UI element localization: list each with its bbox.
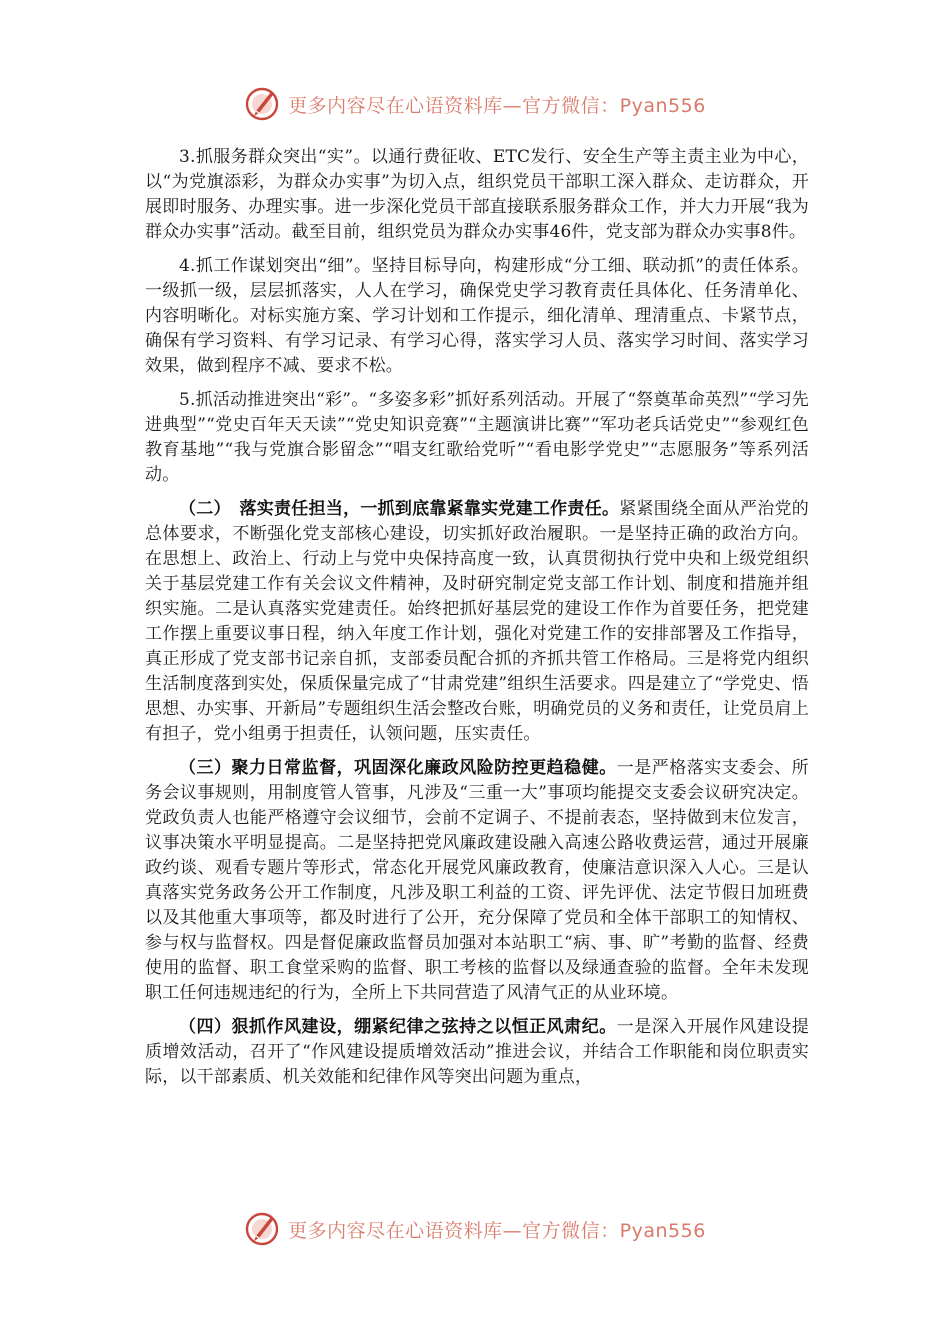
quill-pen-icon <box>244 1211 280 1247</box>
watermark-text: 更多内容尽在心语资料库—官方微信：Pyan556 <box>288 1219 706 1242</box>
paragraph-activities <box>145 388 809 488</box>
paragraph-text: 一是深入开展作风建设提质增效活动，召开了“作风建设提质增效活动”推进会议，并结合工作职能和岗位职责实际，以干部素质、机关效能和纪律作风等突出问题为重点， <box>145 1017 810 1087</box>
paragraph-section-2 <box>145 497 809 747</box>
section-heading: （三）聚力日常监督，巩固深化廉政风险防控更趋稳健。 <box>179 758 617 778</box>
paragraph-text: 紧紧围绕全面从严治党的总体要求，不断强化党支部核心建设，切实抓好政治履职。一是坚持正确的政治方向。在思想上、政治上、行动上与党中央保持高度一致，认真贯彻执行党中央和上级党组织关于基层党建工作有关会议文件精神，及时研究制定党支部工作计划、制度和措施并组织实施。二是认真落实党建责任。始终把抓好基层党的建设工作作为首要任务，把党建工作摆上重要议事日程，纳入年度工作计划，强化对党建工作的安排部署及工作指导，真正形成了党支部书记亲自抓，支部委员配合抓的齐抓共管工作格局。三是将党内组织生活制度落到实处，保质保量完成了“甘肃党建”组织生活要求。四是建立了“学党史、悟思想、办实事、开新局”专题组织生活会整改台账，明确党员的义务和责任，让党员肩上有担子，党小组勇于担责任，认领问题，压实责任。 <box>145 499 810 744</box>
section-heading: （四）狠抓作风建设，绷紧纪律之弦持之以恒正风肃纪。 <box>179 1017 617 1037</box>
section-heading: （二） 落实责任担当，一抓到底靠紧靠实党建工作责任。 <box>179 499 620 519</box>
quill-pen-icon <box>244 86 280 122</box>
paragraph-section-4 <box>145 1015 809 1090</box>
watermark-text: 更多内容尽在心语资料库—官方微信：Pyan556 <box>288 94 706 117</box>
paragraph-text: 一是严格落实支委会、所务会议事规则，用制度管人管事，凡涉及“三重一大”事项均能提交支委会议研究决定。党政负责人也能严格遵守会议细节，会前不定调子、不提前表态，坚持做到末位发言，议事决策水平明显提高。二是坚持把党风廉政建设融入高速公路收费运营，通过开展廉政约谈、观看专题片等形式，常态化开展党风廉政教育，使廉洁意识深入人心。三是认真落实党务政务公开工作制度，凡涉及职工利益的工资、评先评优、法定节假日加班费以及其他重大事项等，都及时进行了公开，充分保障了党员和全体干部职工的知情权、参与权与监督权。四是督促廉政监督员加强对本站职工“病、事、旷”考勤的监督、经费使用的监督、职工食堂采购的监督、职工考核的监督以及绿通查验的监督。全年未发现职工任何违规违纪的行为，全所上下共同营造了风清气正的从业环境。 <box>145 758 810 1003</box>
footer-watermark-banner <box>0 1207 950 1251</box>
paragraph-text: 5.抓活动推进突出“彩”。“多姿多彩”抓好系列活动。开展了“祭奠革命英烈”“学习先进典型”“党史百年天天读”“党史知识竞赛”“主题演讲比赛”“军功老兵话党史”“参观红色教育基地”“我与党旗合影留念”“唱支红歌给党听”“看电影学党史”“志愿服务”等系列活动。 <box>145 390 809 485</box>
header-watermark-banner <box>0 82 950 126</box>
paragraph-work-planning <box>145 254 809 379</box>
paragraph-serve-masses <box>145 145 809 245</box>
document-body <box>145 145 809 1099</box>
paragraph-text: 4.抓工作谋划突出“细”。坚持目标导向，构建形成“分工细、联动抓”的责任体系。一级抓一级，层层抓落实，人人在学习，确保党史学习教育责任具体化、任务清单化、内容明晰化。对标实施方案、学习计划和工作提示，细化清单、理清重点、卡紧节点，确保有学习资料、有学习记录、有学习心得，落实学习人员、落实学习时间、落实学习效果，做到程序不减、要求不松。 <box>145 256 809 376</box>
paragraph-text: 3.抓服务群众突出“实”。以通行费征收、ETC发行、安全生产等主责主业为中心，以“为党旗添彩，为群众办实事”为切入点，组织党员干部职工深入群众、走访群众，开展即时服务、办理实事。进一步深化党员干部直接联系服务群众工作，并大力开展“我为群众办实事”活动。截至目前，组织党员为群众办实事46件，党支部为群众办实事8件。 <box>145 147 809 242</box>
paragraph-section-3 <box>145 756 809 1006</box>
